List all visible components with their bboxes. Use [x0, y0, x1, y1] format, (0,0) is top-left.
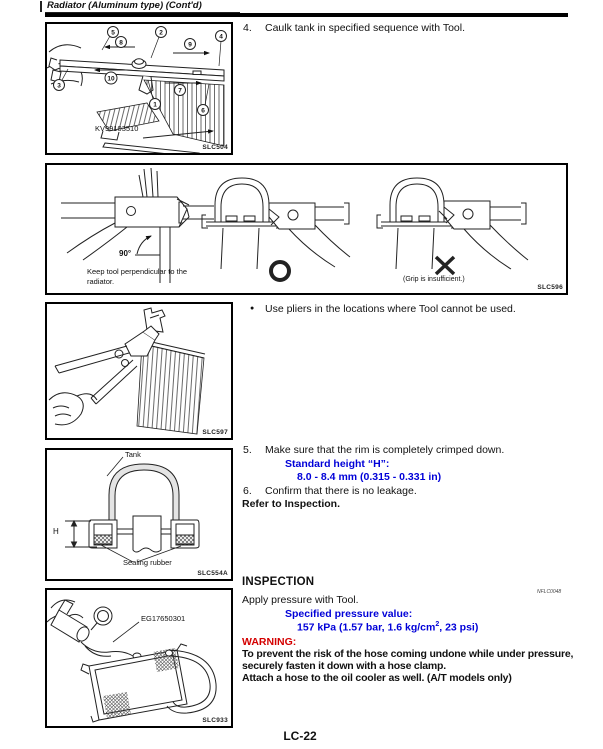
pressure-tester [51, 600, 141, 659]
svg-text:3: 3 [57, 82, 61, 90]
pressure-value-tail: , 23 psi) [439, 621, 479, 634]
bullet-icon: ● [250, 305, 255, 312]
grip-ng-drawing [377, 178, 528, 274]
left-foot [89, 520, 117, 548]
svg-text:7: 7 [178, 87, 182, 95]
sequence-marker [175, 85, 186, 96]
angle-arc [137, 236, 151, 254]
pressure-test-art [47, 590, 231, 726]
tank-wall [109, 464, 179, 524]
h-label: H [53, 527, 59, 536]
header-rule [45, 13, 568, 17]
header-margin-tick [40, 1, 42, 12]
note-text: Use pliers in the locations where Tool cannot be used. [265, 303, 516, 315]
sequence-marker [185, 39, 196, 50]
tool-end-clamp [49, 58, 60, 70]
page-number: LC-22 [283, 729, 317, 743]
step-number: 5. [243, 444, 252, 456]
svg-text:1: 1 [153, 101, 157, 109]
center-block [133, 516, 161, 552]
step-4 [243, 22, 568, 35]
sealing-rubber-right [176, 535, 194, 545]
page-title: Radiator (Aluminum type) (Cont'd) [45, 0, 240, 13]
ng-mark-icon [436, 257, 454, 274]
angle-label: 90° [119, 249, 132, 258]
pressure-spec-label: Specified pressure value: [285, 608, 413, 620]
spec-height-label: Standard height “H”: [285, 458, 390, 470]
pressure-value-sup: 2 [435, 621, 440, 628]
radiator-and-tool-drawing [47, 36, 224, 153]
pressure-value-main: 157 kPa (1.57 bar, 1.6 kg/cm [297, 621, 436, 634]
sequence-marker [108, 27, 119, 38]
figure-code: SLC596 [537, 284, 563, 291]
sealing-rubber-left [94, 535, 112, 545]
tool-number-label: EG17650301 [141, 614, 186, 623]
step-text: Caulk tank in specified sequence with Tool. [265, 22, 466, 34]
ok-mark-icon [271, 262, 289, 280]
figure-crimp-height [45, 448, 233, 581]
step-number: 6. [243, 485, 252, 497]
section-title: INSPECTION [242, 576, 315, 588]
step-6 [243, 485, 568, 498]
figure-code: SLC554A [197, 570, 228, 577]
perpendicular-caption: Keep tool perpendicular to the radiator. [87, 267, 188, 286]
refer-note: Refer to Inspection. [242, 498, 341, 510]
warning-text-2: Attach a hose to the oil cooler as well. (A/T models only) [242, 672, 512, 684]
warning-text-1: To prevent the risk of the hose coming undone while under pressure, securely fasten it down with a hose clamp. [242, 648, 574, 672]
figure-caulk-sequence [45, 22, 233, 155]
svg-text:5: 5 [111, 29, 115, 37]
section-ref-code: NFLC0048 [537, 589, 562, 595]
radiator-core [137, 344, 204, 434]
svg-text:9: 9 [188, 41, 192, 49]
svg-text:8: 8 [119, 39, 123, 47]
step-text: Confirm that there is no leakage. [265, 485, 417, 497]
pliers-art [47, 304, 231, 438]
step-5 [243, 444, 568, 457]
step-number: 4. [243, 22, 252, 34]
spec-height-value: 8.0 - 8.4 mm (0.315 - 0.331 in) [297, 471, 442, 483]
svg-text:6: 6 [201, 107, 205, 115]
lower-strip [103, 143, 199, 153]
sealing-rubber-label: Sealing rubber [123, 558, 172, 567]
sequence-marker [150, 99, 161, 110]
sequence-marker [54, 80, 65, 91]
figure-code: SLC933 [202, 717, 228, 724]
grip-insufficient-caption: (Grip is insufficient.) [403, 276, 465, 283]
pressure-spec-value [297, 621, 478, 634]
figure-pliers [45, 302, 233, 440]
figure-pressure-test [45, 588, 233, 728]
sequence-marker [198, 105, 209, 116]
sequence-marker [216, 31, 227, 42]
tester-hose [81, 642, 133, 656]
right-foot [171, 520, 199, 548]
svg-text:4: 4 [219, 33, 223, 41]
tool-leader [113, 622, 139, 642]
pliers-note [250, 303, 570, 316]
tool-number-label: KV99103510 [95, 124, 139, 133]
figure-code: SLC504 [202, 144, 228, 151]
pressure-gauge [94, 607, 112, 625]
caulk-sequence-art [47, 24, 231, 153]
figure-code: SLC597 [202, 429, 228, 436]
warning-title: WARNING: [242, 636, 297, 648]
svg-text:10: 10 [107, 75, 115, 83]
tank-label: Tank [125, 450, 141, 459]
sequence-marker [156, 27, 167, 38]
svg-text:2: 2 [159, 29, 163, 37]
figure-tool-grip [45, 163, 568, 295]
inspection-intro: Apply pressure with Tool. [242, 594, 359, 606]
hand-outline [49, 393, 97, 425]
sequence-marker [105, 72, 117, 84]
grip-ok-drawing [179, 178, 350, 280]
step-text: Make sure that the rim is completely crimped down. [265, 444, 505, 456]
sequence-marker [116, 37, 127, 48]
perpendicular-tool-drawing [61, 168, 189, 283]
